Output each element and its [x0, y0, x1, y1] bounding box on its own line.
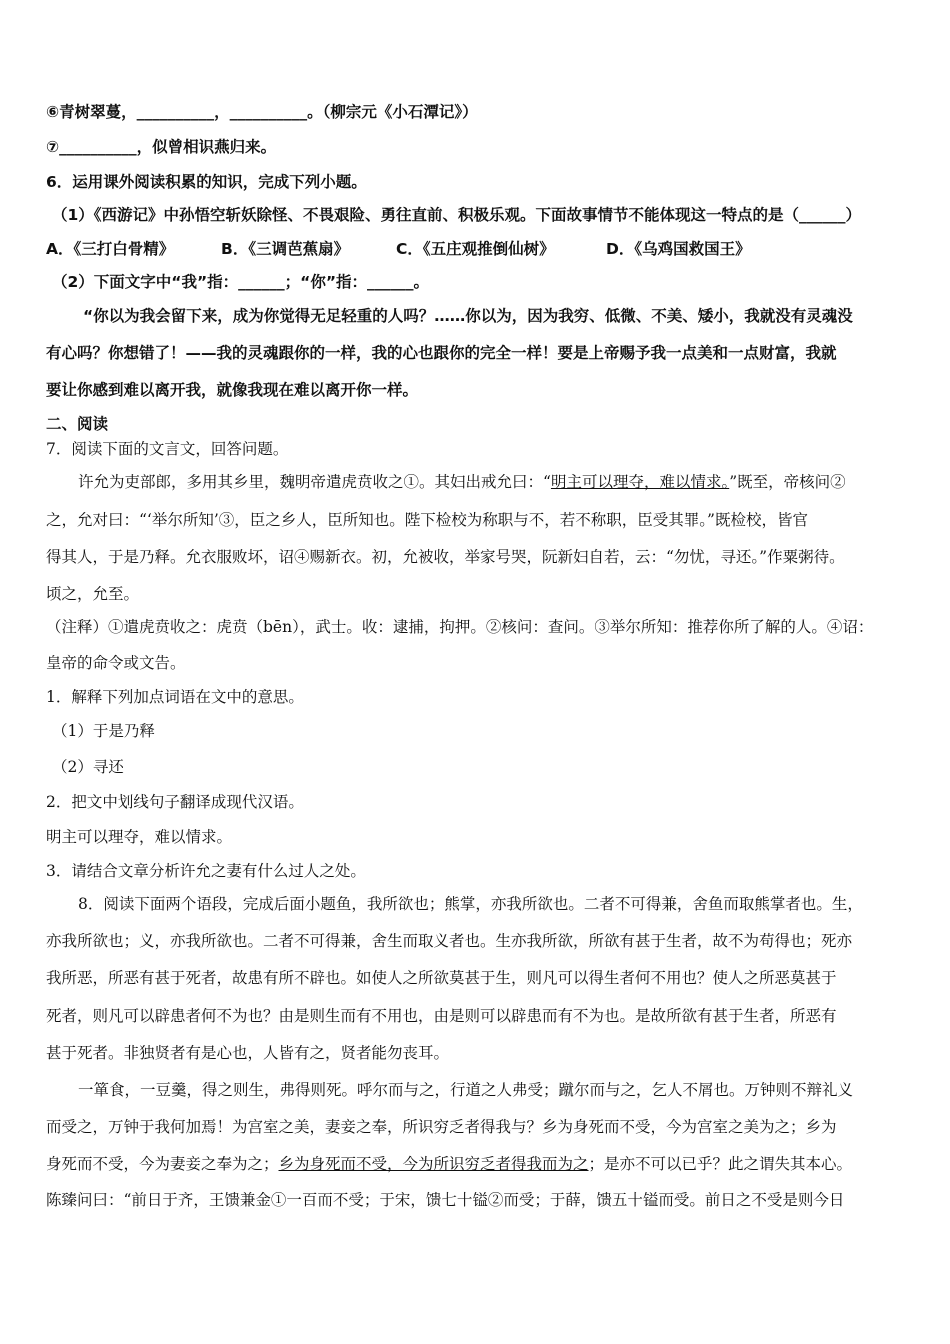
underlined-sentence: 乡为身死而不受，今为所识穷乏者得我而为之: [278, 1155, 589, 1173]
question-6-1: （1）《西游记》中孙悟空斩妖除怪、不畏艰险、勇往直前、积极乐观。下面故事情节不能体现这一特点的是（______）: [52, 206, 862, 224]
passage-7-line-1: [78, 472, 846, 492]
passage-text: 身死而不受，今为妻妾之奉为之；: [46, 1155, 279, 1173]
question-6-heading: 6．运用课外阅读积累的知识，完成下列小题。: [46, 173, 367, 191]
passage-7-line-3: 得其人，于是乃释。允衣服败坏，诏④赐新衣。初，允被收，举家号哭，阮新妇自若，云：“勿忧，寻还。”作粟粥待。: [46, 548, 845, 566]
passage-text: ”既至，帝核问②: [729, 473, 846, 491]
sub-question-2: 2．把文中划线句子翻译成现代汉语。: [46, 793, 304, 811]
annotation-line-1: （注释）①遣虎贲收之：虎贲（bēn），武士。收：逮捕，拘押。②核问：查问。③举尔所知：推荐你所了解的人。④诏：: [46, 618, 874, 636]
option-b: B．《三调芭蕉扇》: [221, 240, 350, 258]
question-6-2: （2）下面文字中“我”指：______；“你”指：______。: [52, 273, 430, 291]
passage-7-line-4: 顷之，允至。: [46, 585, 140, 603]
passage-8-line-1: 8．阅读下面两个语段，完成后面小题鱼，我所欲也；熊掌，亦我所欲也。二者不可得兼，舍鱼而取熊掌者也。生，: [78, 895, 863, 913]
poem-fill-line-7: ⑦__________，似曾相识燕归来。: [46, 138, 277, 156]
passage-8-line-8: [46, 1154, 852, 1174]
passage-8-line-4: 死者，则凡可以辟患者何不为也？由是则生而有不用也，由是则可以辟患而有不为也。是故所欲有甚于生者，所恶有: [46, 1007, 837, 1025]
quote-line-1: “你以为我会留下来，成为你觉得无足轻重的人吗？……你以为，因为我穷、低微、不美、矮小，我就没有灵魂没: [83, 307, 853, 325]
passage-8-line-7: 而受之，万钟于我何加焉！为宫室之美，妻妾之奉，所识穷乏者得我与？乡为身死而不受，今为宫室之美为之；乡为: [46, 1118, 837, 1136]
annotation-line-2: 皇帝的命令或文告。: [46, 654, 186, 672]
passage-text: 许允为吏部郎，多用其乡里，魏明帝遣虎贲收之①。其妇出戒允曰：“: [78, 473, 551, 491]
sub-question-2-sentence: 明主可以理夺，难以情求。: [46, 828, 233, 846]
section-2-heading: 二、阅读: [46, 415, 109, 433]
sub-question-1: 1．解释下列加点词语在文中的意思。: [46, 688, 304, 706]
passage-text: ；是亦不可以已乎？此之谓失其本心。: [588, 1155, 853, 1173]
poem-fill-line-6: ⑥青树翠蔓，__________，__________。（柳宗元《小石潭记》）: [46, 103, 478, 121]
sub-question-1-2: （2）寻还: [52, 758, 124, 776]
question-6-options: [46, 239, 751, 259]
sub-question-1-1: （1）于是乃释: [52, 722, 155, 740]
option-d: D．《乌鸡国救国王》: [606, 240, 751, 258]
quote-line-2: 有心吗？你想错了！——我的灵魂跟你的一样，我的心也跟你的完全一样！要是上帝赐予我一点美和一点财富，我就: [46, 344, 837, 362]
option-c: C．《五庄观推倒仙树》: [396, 240, 555, 258]
question-7-heading: 7．阅读下面的文言文，回答问题。: [46, 440, 289, 458]
passage-8-line-2: 亦我所欲也；义，亦我所欲也。二者不可得兼，舍生而取义者也。生亦我所欲，所欲有甚于生者，故不为苟得也；死亦: [46, 932, 853, 950]
passage-8-line-3: 我所恶，所恶有甚于死者，故患有所不辟也。如使人之所欲莫甚于生，则凡可以得生者何不用也？使人之所恶莫甚于: [46, 969, 837, 987]
option-a: A．《三打白骨精》: [46, 240, 175, 258]
passage-8-line-5: 甚于死者。非独贤者有是心也，人皆有之，贤者能勿丧耳。: [46, 1044, 450, 1062]
underlined-sentence: 明主可以理夺，难以情求。: [550, 473, 730, 491]
quote-line-3: 要让你感到难以离开我，就像我现在难以离开你一样。: [46, 381, 419, 399]
sub-question-3: 3．请结合文章分析许允之妻有什么过人之处。: [46, 862, 366, 880]
passage-7-line-2: 之，允对曰：“‘举尔所知’③，臣之乡人，臣所知也。陛下检校为称职与不，若不称职，臣受其罪。”既检校，皆官: [46, 511, 808, 529]
passage-8-line-9: 陈臻问曰：“前日于齐，王馈兼金①一百而不受；于宋，馈七十镒②而受；于薛，馈五十镒而受。前日之不受是则今日: [46, 1191, 845, 1209]
passage-8-line-6: 一箪食，一豆羹，得之则生，弗得则死。呼尔而与之，行道之人弗受；蹴尔而与之，乞人不屑也。万钟则不辩礼义: [78, 1081, 854, 1099]
